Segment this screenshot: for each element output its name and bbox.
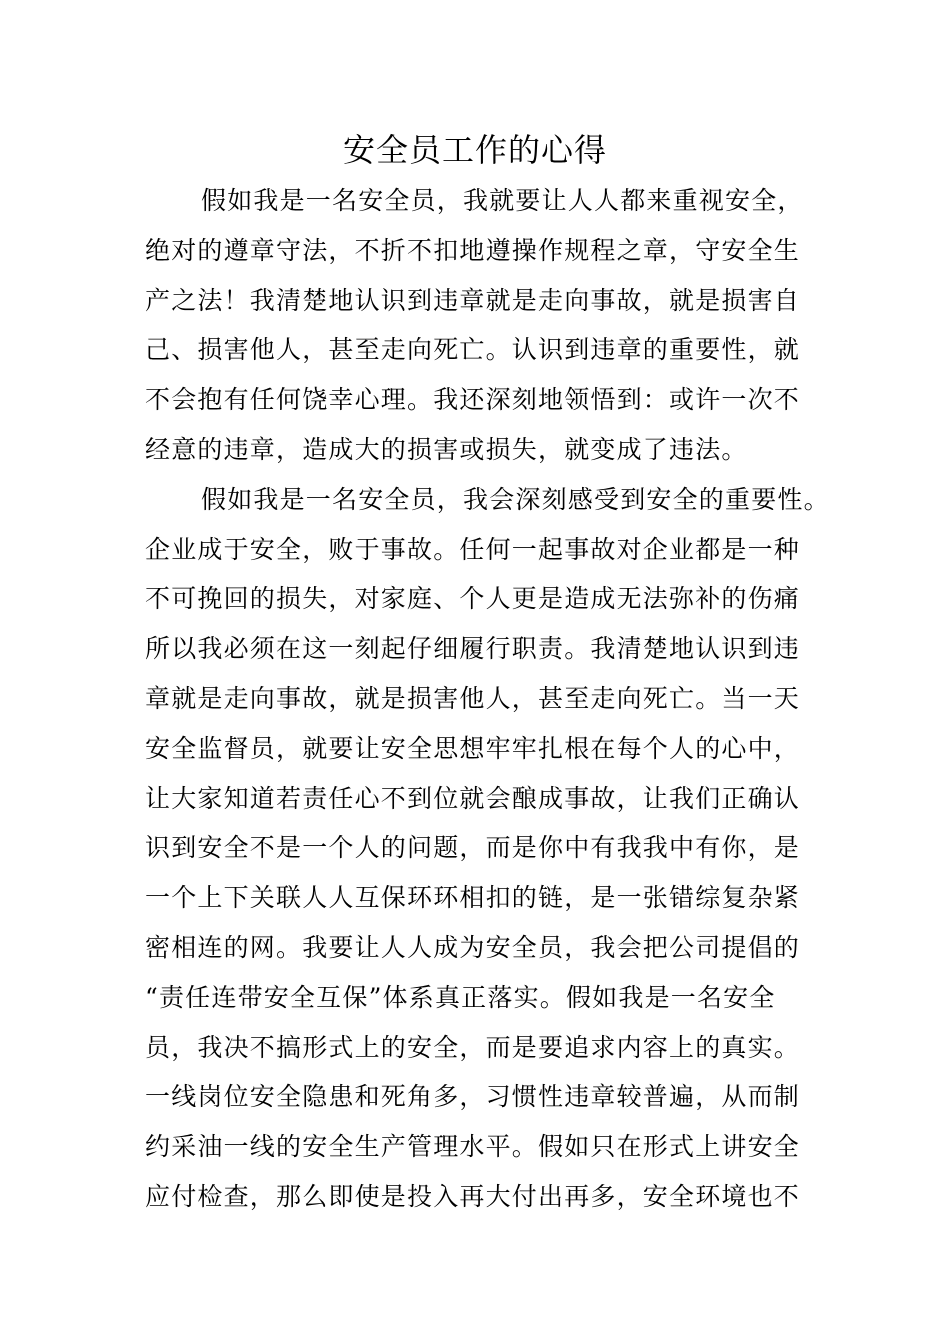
text-line: 一线岗位安全隐患和死角多，习惯性违章较普遍，从而制 bbox=[145, 1082, 801, 1112]
paragraph-2 bbox=[145, 475, 830, 1222]
document-title: 安全员工作的心得 bbox=[342, 131, 607, 169]
text-line: 假如我是一名安全员，我会深刻感受到安全的重要性。 bbox=[201, 484, 830, 514]
text-line: 约采油一线的安全生产管理水平。假如只在形式上讲安全 bbox=[145, 1132, 801, 1162]
text-line: 一个上下关联人人互保环环相扣的链，是一张错综复杂紧 bbox=[145, 883, 801, 913]
text-line: 安全监督员，就要让安全思想牢牢扎根在每个人的心中， bbox=[145, 733, 801, 763]
text-line: 密相连的网。我要让人人成为安全员，我会把公司提倡的 bbox=[145, 932, 801, 962]
text-line: 不会抱有任何饶幸心理。我还深刻地领悟到：或许一次不 bbox=[145, 385, 801, 415]
document-body bbox=[145, 176, 830, 1222]
text-line: 企业成于安全，败于事故。任何一起事故对企业都是一种 bbox=[145, 534, 801, 564]
text-line: “责任连带安全互保”体系真正落实。假如我是一名安全 bbox=[145, 982, 776, 1012]
text-line: 员，我决不搞形式上的安全，而是要追求内容上的真实。 bbox=[145, 1032, 801, 1062]
text-line: 章就是走向事故，就是损害他人，甚至走向死亡。当一天 bbox=[145, 683, 801, 713]
text-line: 己、损害他人，甚至走向死亡。认识到违章的重要性，就 bbox=[145, 335, 801, 365]
paragraph-1 bbox=[145, 176, 825, 475]
text-line: 绝对的遵章守法，不折不扣地遵操作规程之章，守安全生 bbox=[145, 235, 801, 265]
text-line: 识到安全不是一个人的问题，而是你中有我我中有你，是 bbox=[145, 833, 801, 863]
text-line: 假如我是一名安全员，我就要让人人都来重视安全， bbox=[201, 186, 804, 215]
text-line: 所以我必须在这一刻起仔细履行职责。我清楚地认识到违 bbox=[145, 634, 801, 664]
text-line: 产之法！我清楚地认识到违章就是走向事故，就是损害自 bbox=[145, 285, 801, 315]
text-line: 不可挽回的损失，对家庭、个人更是造成无法弥补的伤痛 bbox=[145, 584, 801, 614]
text-line: 让大家知道若责任心不到位就会酿成事故，让我们正确认 bbox=[145, 783, 801, 813]
text-line: 经意的违章，造成大的损害或损失，就变成了违法。 bbox=[145, 434, 748, 464]
text-line: 应付检查，那么即使是投入再大付出再多，安全环境也不 bbox=[145, 1181, 801, 1211]
